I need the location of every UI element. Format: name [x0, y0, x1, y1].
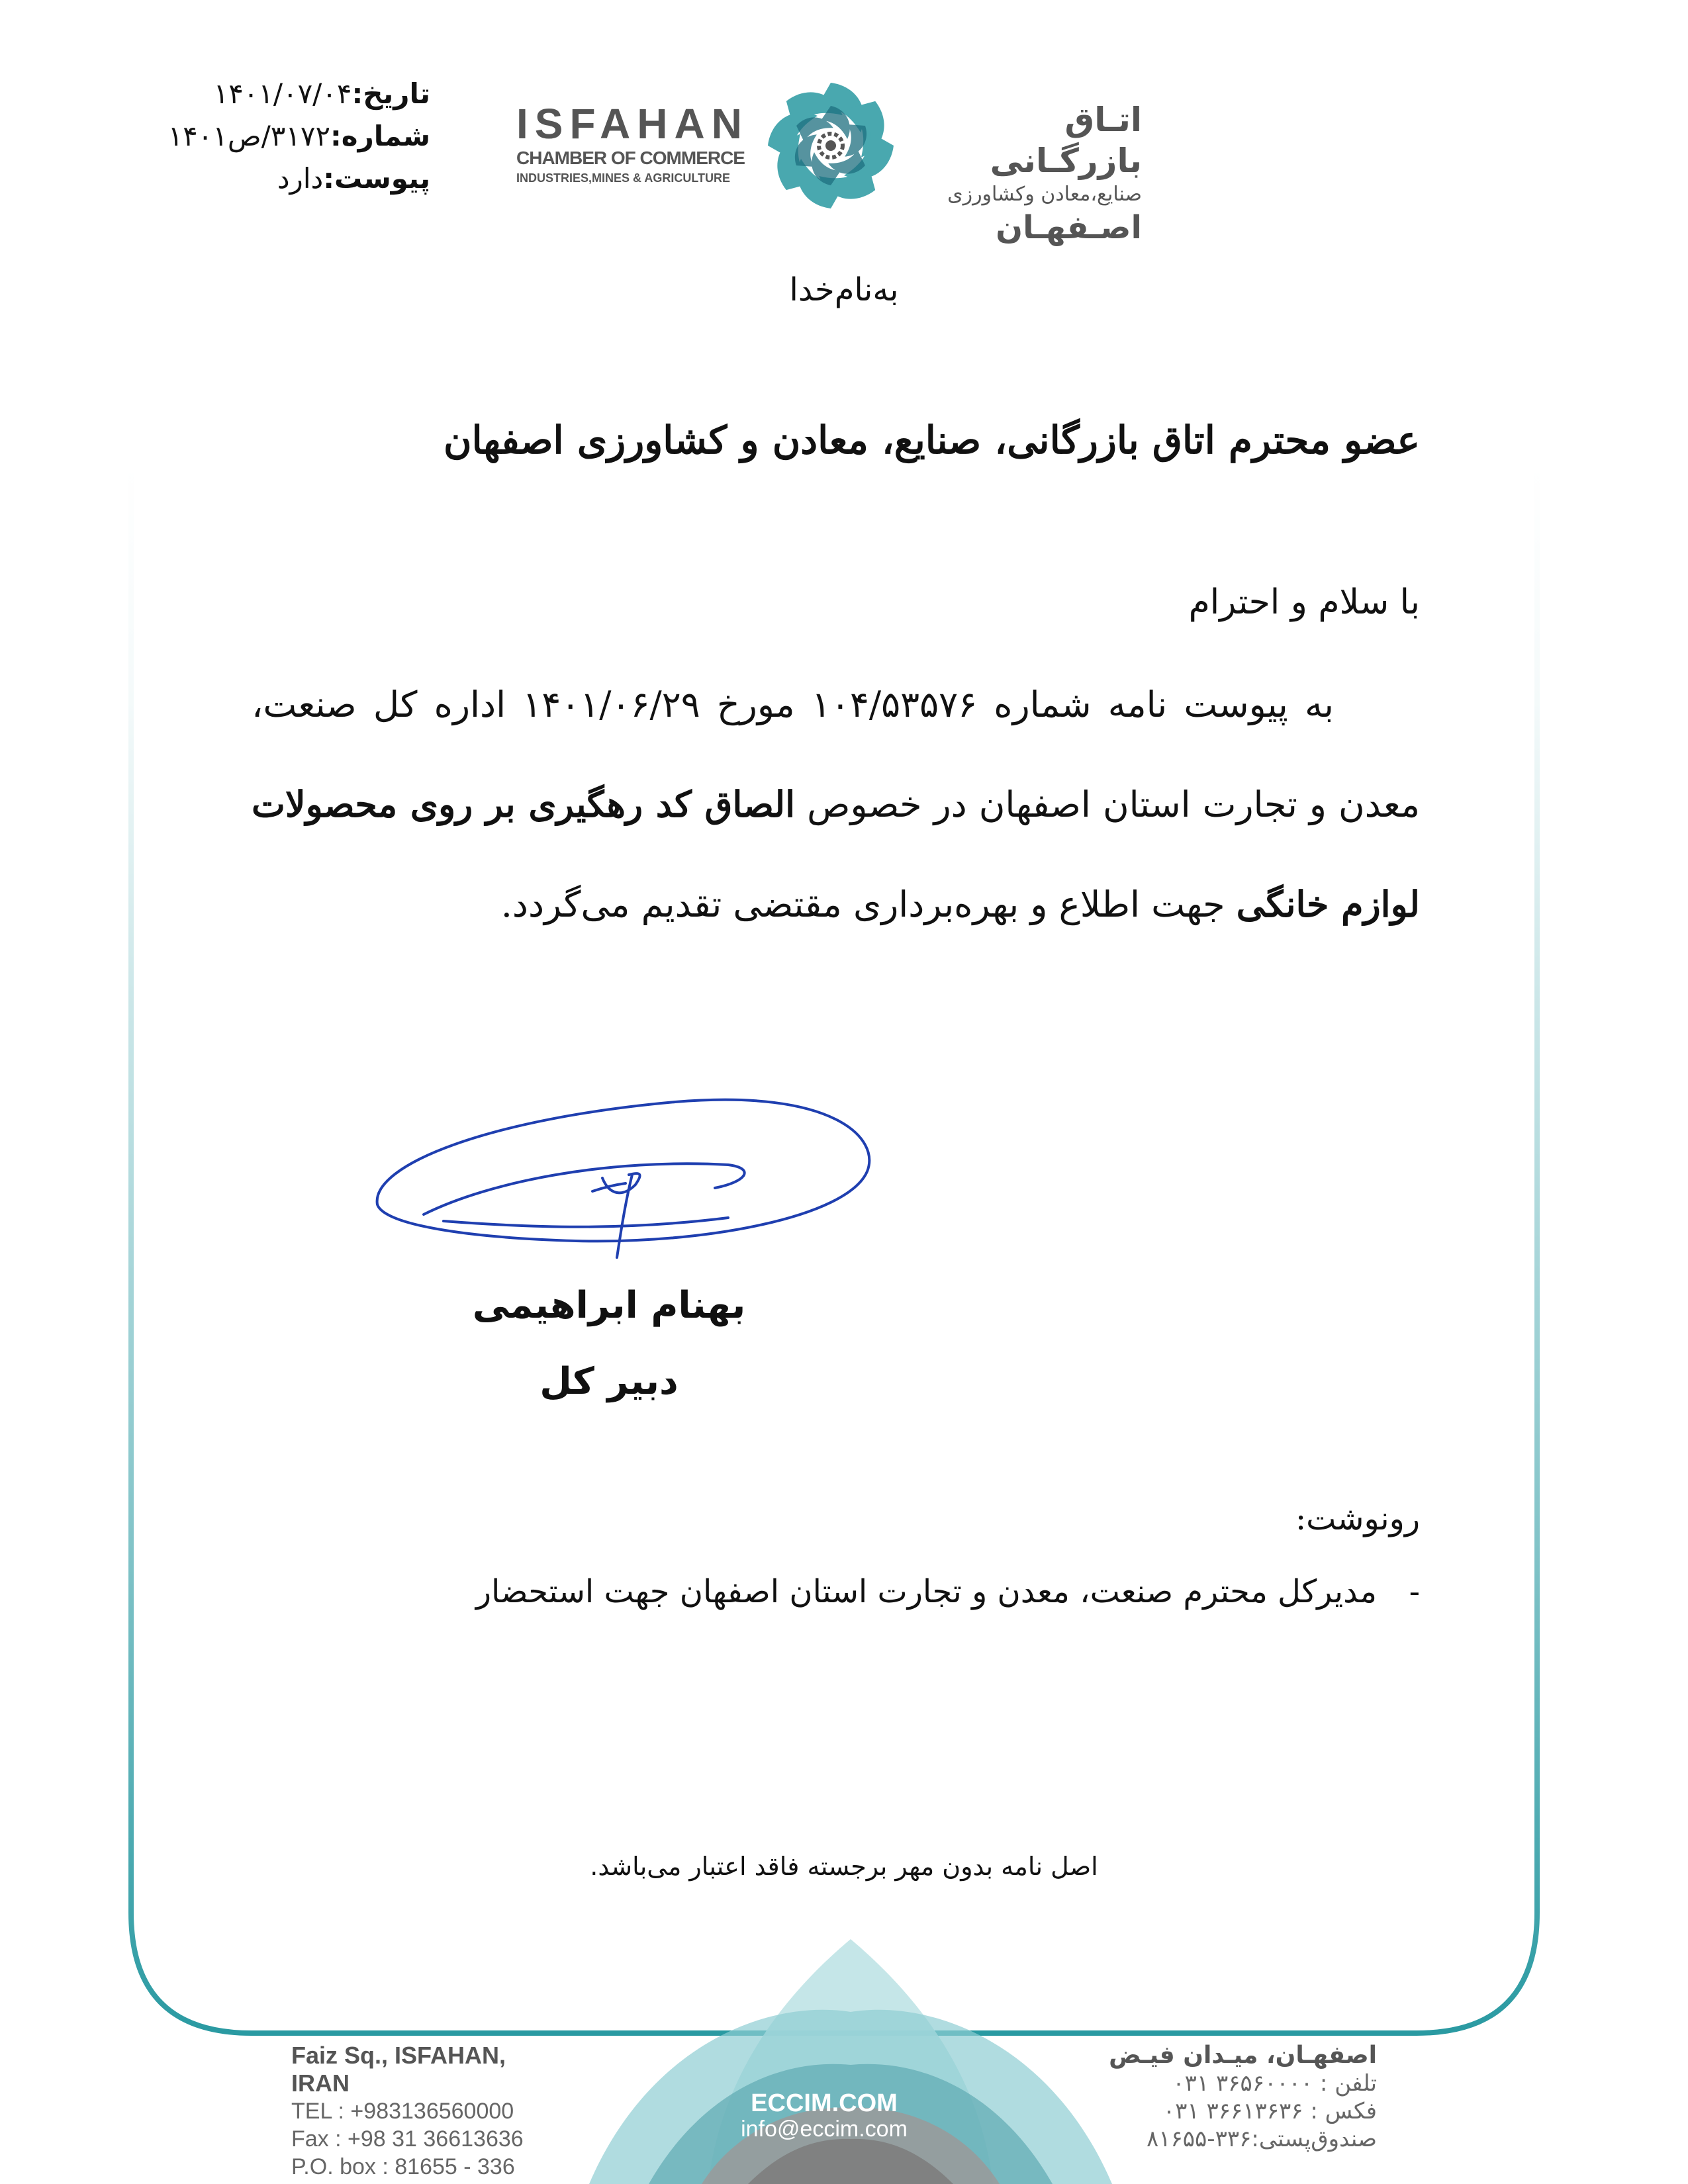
letter-body	[252, 655, 1420, 954]
cc-dash: -	[1409, 1573, 1420, 1610]
footer-contact-persian	[1099, 2042, 1377, 2153]
logo-en-line2: CHAMBER OF COMMERCE	[516, 148, 745, 168]
footer-web-contact	[715, 2090, 933, 2142]
logo-fa-line2: صنایع،معادن وکشاورزی	[947, 183, 1142, 206]
body-text-part1: به پیوست نامه شماره ۱۰۴/۵۳۵۷۶ مورخ ۱۴۰۱/۰۶/۲۹ اداره کل صنعت، معدن و تجارت استان اصفهان در خصوص	[252, 684, 1420, 825]
footer-en-address: Faiz Sq., ISFAHAN, IRAN	[291, 2042, 506, 2097]
footer-fa-pobox: صندوق‌پستی:۳۳۶-۸۱۶۵۵	[1146, 2126, 1377, 2152]
footer-fa-address: اصفهـان، میـدان فیـض	[1109, 2042, 1377, 2069]
footer-contact-english	[291, 2042, 563, 2181]
footer-website-link[interactable]: ECCIM.COM	[751, 2089, 898, 2117]
basmala-heading: به‌نام‌خدا	[789, 271, 899, 308]
meta-date	[119, 73, 430, 115]
footer-en-tel: TEL : +983136560000	[291, 2099, 514, 2124]
greeting-line: با سلام و احترام	[1188, 582, 1420, 622]
recipient-line: عضو محترم اتاق بازرگانی، صنایع، معادن و کشاورزی اصفهان	[443, 418, 1420, 463]
body-text-part2: جهت اطلاع و بهره‌برداری مقتضی تقدیم می‌گردد.	[500, 884, 1237, 925]
chamber-logo	[516, 73, 1152, 246]
meta-date-value: ۱۴۰۱/۰۷/۰۴	[213, 77, 352, 110]
meta-number-label: شماره:	[330, 120, 430, 152]
meta-date-label: تاریخ:	[352, 77, 430, 110]
handwritten-signature	[357, 1066, 887, 1264]
letter-meta	[119, 73, 430, 200]
logo-fa-line1: اتـاق بازرگـانی	[990, 101, 1142, 180]
footer-fa-fax: فکس : ۳۶۶۱۳۶۳۶ ۰۳۱	[1162, 2098, 1377, 2124]
signer-block	[463, 1267, 755, 1420]
footer-en-pobox: P.O. box : 81655 - 336	[291, 2154, 515, 2179]
footer-en-fax: Fax : +98 31 36613636	[291, 2126, 524, 2152]
meta-attachment-label: پیوست:	[323, 162, 430, 195]
meta-attachment-value: دارد	[277, 162, 324, 195]
meta-number	[119, 115, 430, 158]
cc-label: رونوشت:	[1295, 1500, 1420, 1537]
meta-number-value: ۳۱۷۲/ص۱۴۰۱	[167, 120, 330, 152]
signer-name: بهنام ابراهیمی	[472, 1284, 746, 1327]
footer-email-link[interactable]: info@eccim.com	[741, 2116, 908, 2142]
logo-emblem-icon	[765, 73, 897, 218]
footer-emblem-background	[569, 1939, 1132, 2184]
logo-english-text	[516, 101, 761, 187]
cc-item: مدیرکل محترم صنعت، معدن و تجارت استان اصفهان جهت استحضار	[475, 1573, 1377, 1610]
logo-en-line3: INDUSTRIES,MINES & AGRICULTURE	[516, 171, 731, 185]
logo-en-line1: ISFAHAN	[516, 100, 749, 148]
body-text-bold: الصاق کد رهگیری بر روی محصولات لوازم خانگی	[252, 783, 1420, 925]
logo-persian-text	[904, 99, 1142, 248]
footer-fa-tel: تلفن : ۳۶۵۶۰۰۰۰ ۰۳۱	[1172, 2070, 1377, 2097]
signer-title: دبیر کل	[539, 1360, 679, 1403]
logo-fa-line3: اصـفهـان	[996, 209, 1142, 246]
meta-attachment	[119, 158, 430, 200]
validity-note: اصل نامه بدون مهر برجسته فاقد اعتبار می‌باشد.	[590, 1852, 1098, 1881]
